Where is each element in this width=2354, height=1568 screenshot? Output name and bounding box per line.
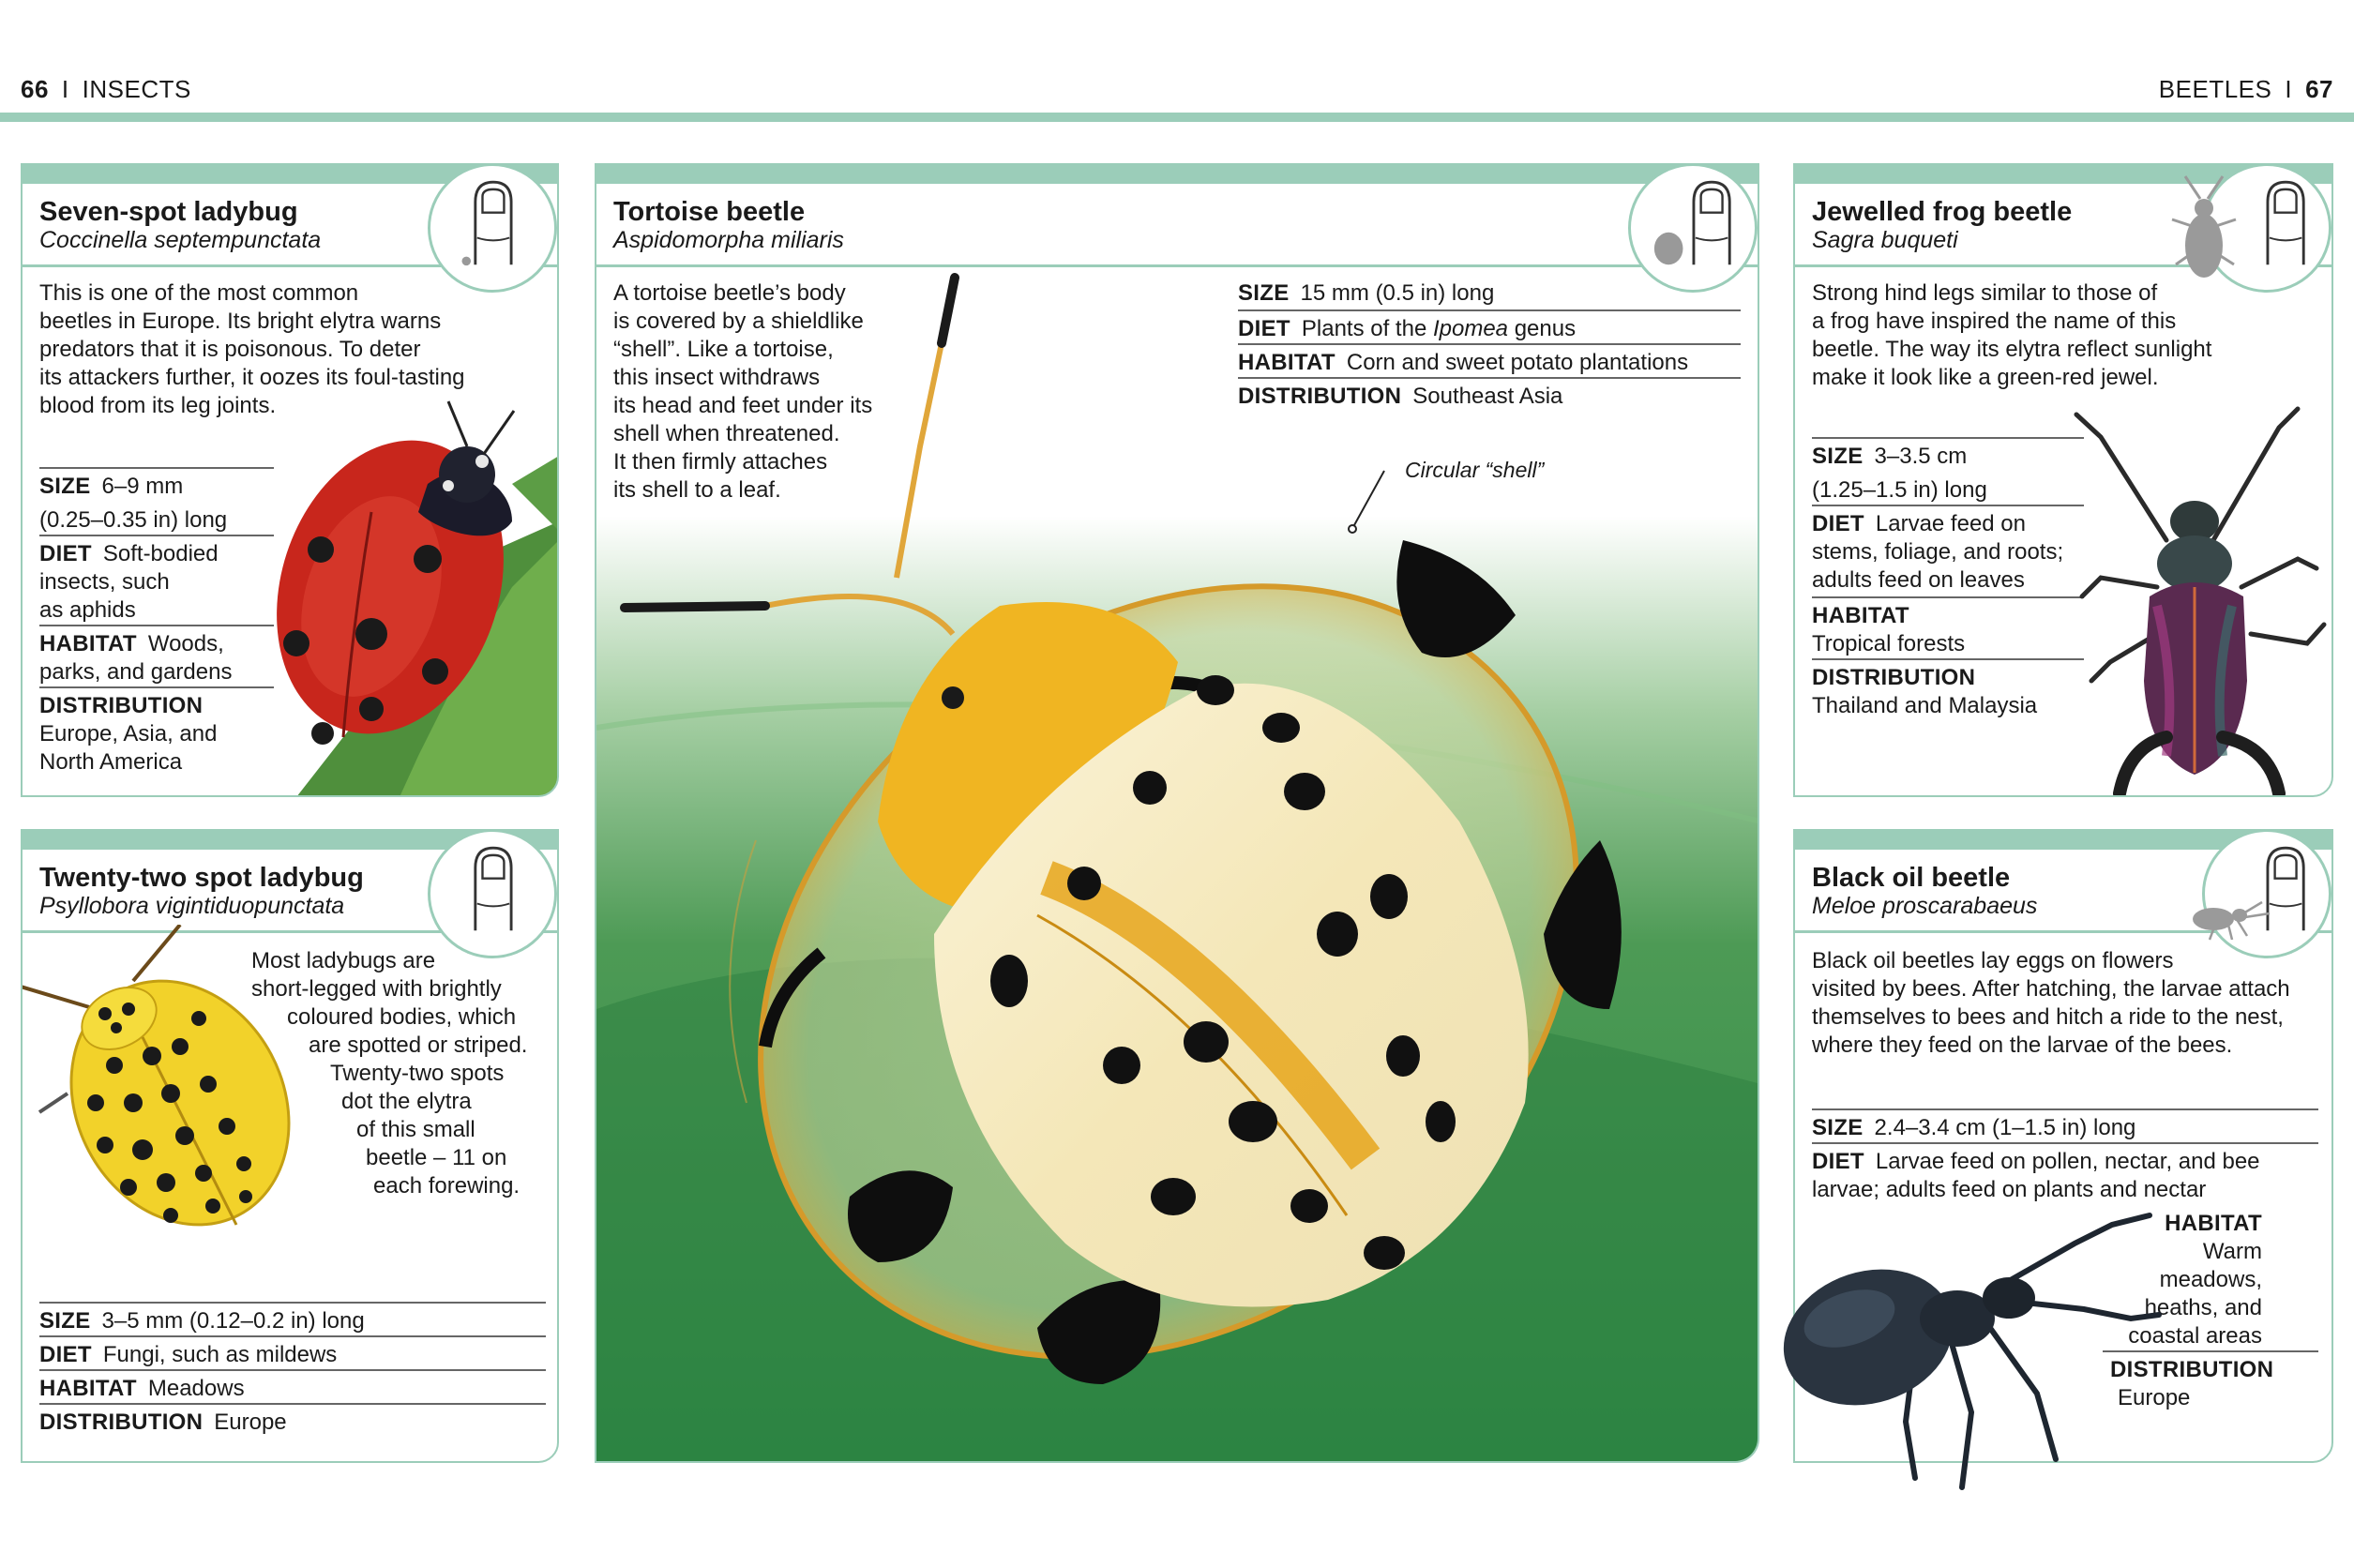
thumb-icon: [1631, 166, 1755, 290]
fact-size: [1812, 437, 2084, 505]
card-jewelled-frog-beetle: [1793, 163, 2333, 797]
fact-value: stems, foliage, and roots;: [1812, 539, 2064, 565]
description-line: each forewing.: [373, 1173, 521, 1199]
description-line: Most ladybugs are: [251, 948, 436, 973]
fact-value: insects, such: [39, 569, 170, 595]
section-title-right: BEETLES: [2158, 75, 2272, 103]
fact-label: SIZE: [1812, 444, 1864, 469]
description-line: its shell to a leaf.: [613, 477, 781, 503]
fact-label: SIZE: [39, 1308, 91, 1334]
fact-value: (1.25–1.5 in) long: [1812, 477, 1987, 503]
fact-label: DIET: [1238, 316, 1290, 341]
fact-label: DIET: [1812, 511, 1864, 536]
fact-label: DISTRIBUTION: [39, 1410, 204, 1435]
description-line: this insect withdraws: [613, 365, 821, 390]
header-separator: I: [2285, 75, 2293, 103]
fact-label: DISTRIBUTION: [2110, 1357, 2274, 1382]
jewelled-frog-beetle-photo: [2063, 400, 2333, 797]
card-title: Jewelled frog beetle: [1812, 197, 2073, 227]
beetle-silhouette-icon: [2187, 897, 2271, 943]
card-description: [613, 279, 913, 505]
fact-value: as aphids: [39, 597, 136, 623]
fact-value-genus: Ipomea: [1432, 316, 1509, 341]
fact-value: adults feed on leaves: [1812, 567, 2025, 593]
fact-label: DISTRIBUTION: [1812, 665, 1976, 690]
description-line: of this small: [356, 1117, 475, 1142]
description-line: make it look like a green-red jewel.: [1812, 365, 2159, 390]
fact-label: DISTRIBUTION: [1238, 384, 1402, 409]
fact-value: Woods,: [147, 631, 224, 656]
fact-value: genus: [1508, 316, 1577, 341]
fact-habitat: [1238, 343, 1741, 377]
description-line: themselves to bees and hitch a ride to the nest,: [1812, 1004, 2284, 1030]
description-line: Black oil beetles lay eggs on flowers: [1812, 948, 2174, 973]
description-line: beetles in Europe. Its bright elytra warns: [39, 309, 442, 334]
page-number-left: 66: [21, 75, 49, 103]
description-line: Twenty-two spots: [330, 1061, 505, 1086]
fact-value: Meadows: [147, 1376, 245, 1401]
beetle-silhouette-icon: [1654, 233, 1683, 264]
fact-label: SIZE: [39, 474, 91, 499]
description-line: visited by bees. After hatching, the larvae attach: [1812, 976, 2290, 1002]
seven-spot-ladybug-photo: [231, 400, 559, 797]
description-line: shell when threatened.: [613, 421, 840, 446]
fact-label: HABITAT: [39, 1376, 137, 1401]
fact-label: DIET: [39, 1342, 92, 1367]
twenty-two-spot-ladybug-photo: [21, 925, 340, 1234]
running-header-right: [2159, 75, 2333, 104]
fact-value: Europe: [2118, 1385, 2191, 1410]
card-latin-name: Aspidomorpha miliaris: [613, 227, 844, 253]
description-line: It then firmly attaches: [613, 449, 828, 475]
description-line: beetle. The way its elytra reflect sunlight: [1812, 337, 2212, 362]
description-line: coloured bodies, which: [287, 1004, 517, 1030]
shell-annotation: Circular “shell”: [1405, 458, 1545, 482]
section-title-left: INSECTS: [82, 75, 191, 103]
fact-label: DISTRIBUTION: [39, 693, 204, 718]
beetle-silhouette-icon: [461, 257, 471, 266]
card-latin-name: Psyllobora vigintiduopunctata: [39, 893, 345, 919]
description-line: blood from its leg joints.: [39, 393, 277, 418]
fact-distribution: [1238, 377, 1741, 411]
card-top-band: [596, 165, 1758, 184]
fact-value: Larvae feed on pollen, nectar, and bee: [1875, 1149, 2260, 1174]
fact-value: Warm: [2202, 1239, 2262, 1264]
description-line: its head and feet under its: [613, 393, 873, 418]
size-comparison-badge: [428, 163, 557, 293]
description-line: “shell”. Like a tortoise,: [613, 337, 834, 362]
fact-value: Tropical forests: [1812, 631, 1966, 656]
fact-label: HABITAT: [39, 631, 137, 656]
description-line: where they feed on the larvae of the bees.: [1812, 1033, 2233, 1058]
fact-diet: [1812, 1142, 2318, 1204]
card-title: Seven-spot ladybug: [39, 197, 298, 227]
fact-habitat: [39, 1369, 546, 1403]
title-rule: [596, 264, 1758, 267]
thumb-icon: [430, 832, 554, 956]
card-description: [1812, 947, 2328, 1060]
fact-label: SIZE: [1812, 1115, 1864, 1140]
fact-value: (0.25–0.35 in) long: [39, 507, 228, 533]
description-line: A tortoise beetle’s body: [613, 280, 846, 306]
fact-diet: [1812, 505, 2084, 595]
fact-value: 6–9 mm: [101, 474, 184, 499]
fact-value: 3–5 mm (0.12–0.2 in) long: [101, 1308, 365, 1334]
card-latin-name: Coccinella septempunctata: [39, 227, 322, 253]
fact-value: 15 mm (0.5 in) long: [1300, 280, 1495, 306]
description-line: predators that it is poisonous. To deter: [39, 337, 421, 362]
fact-value: heaths, and: [2144, 1295, 2262, 1320]
fact-value: Fungi, such as mildews: [102, 1342, 338, 1367]
black-oil-beetle-photo: [1774, 1206, 2168, 1497]
description-line: a frog have inspired the name of this: [1812, 309, 2177, 334]
description-line: This is one of the most common: [39, 280, 359, 306]
running-header-left: [21, 75, 191, 104]
description-line: is covered by a shieldlike: [613, 309, 864, 334]
fact-value: Thailand and Malaysia: [1812, 693, 2038, 718]
fact-diet: [39, 1335, 546, 1369]
header-rule: [0, 113, 2354, 122]
page-number-right: 67: [2305, 75, 2333, 103]
fact-label: DIET: [1812, 1149, 1864, 1174]
fact-diet: [1238, 309, 1741, 343]
card-description: [1812, 279, 2318, 392]
fact-value: Europe, Asia, and: [39, 721, 218, 746]
fact-distribution: [39, 1403, 546, 1437]
fact-value: Larvae feed on: [1875, 511, 2026, 536]
card-title: Black oil beetle: [1812, 863, 2011, 893]
fact-value: 3–3.5 cm: [1874, 444, 1968, 469]
description-line: Strong hind legs similar to those of: [1812, 280, 2158, 306]
card-title: Twenty-two spot ladybug: [39, 863, 364, 893]
description-line: its attackers further, it oozes its foul-tasting: [39, 365, 465, 390]
fact-label: SIZE: [1238, 280, 1290, 306]
size-comparison-badge: [428, 829, 557, 958]
card-twenty-two-spot-ladybug: [21, 829, 559, 1463]
fact-size: [39, 1302, 546, 1335]
card-latin-name: Sagra buqueti: [1812, 227, 1958, 253]
card-latin-name: Meloe proscarabaeus: [1812, 893, 2038, 919]
size-comparison-badge: [1628, 163, 1758, 293]
fact-size: [1812, 1108, 2318, 1142]
fact-value: North America: [39, 749, 183, 775]
fact-value: Soft-bodied: [102, 541, 219, 566]
fact-value: Plants of the: [1301, 316, 1433, 341]
thumb-icon: [430, 166, 554, 290]
fact-value: Europe: [214, 1410, 287, 1435]
fact-habitat: [1812, 596, 2084, 658]
fact-value: larvae; adults feed on plants and nectar: [1812, 1177, 2207, 1202]
description-line: dot the elytra: [341, 1089, 472, 1114]
fact-label: DIET: [39, 541, 92, 566]
card-title: Tortoise beetle: [613, 197, 806, 227]
description-line: beetle – 11 on: [366, 1145, 507, 1170]
card-tortoise-beetle: [595, 163, 1759, 1463]
fact-label: HABITAT: [1238, 350, 1335, 375]
fact-value: Corn and sweet potato plantations: [1346, 350, 1689, 375]
fact-value: Southeast Asia: [1412, 384, 1563, 409]
fact-label: HABITAT: [1812, 603, 1909, 628]
fact-value: coastal areas: [2128, 1323, 2262, 1349]
fact-label: HABITAT: [2165, 1211, 2262, 1236]
description-line: short-legged with brightly: [251, 976, 502, 1002]
fact-distribution: [1812, 658, 2084, 720]
header-separator: I: [61, 75, 69, 103]
card-seven-spot-ladybug: [21, 163, 559, 797]
fact-value: 2.4–3.4 cm (1–1.5 in) long: [1874, 1115, 2136, 1140]
card-black-oil-beetle: [1793, 829, 2333, 1463]
beetle-silhouette-icon: [2166, 171, 2241, 293]
fact-value: meadows,: [2159, 1267, 2262, 1292]
fact-value: parks, and gardens: [39, 659, 233, 685]
description-line: are spotted or striped.: [309, 1033, 528, 1058]
